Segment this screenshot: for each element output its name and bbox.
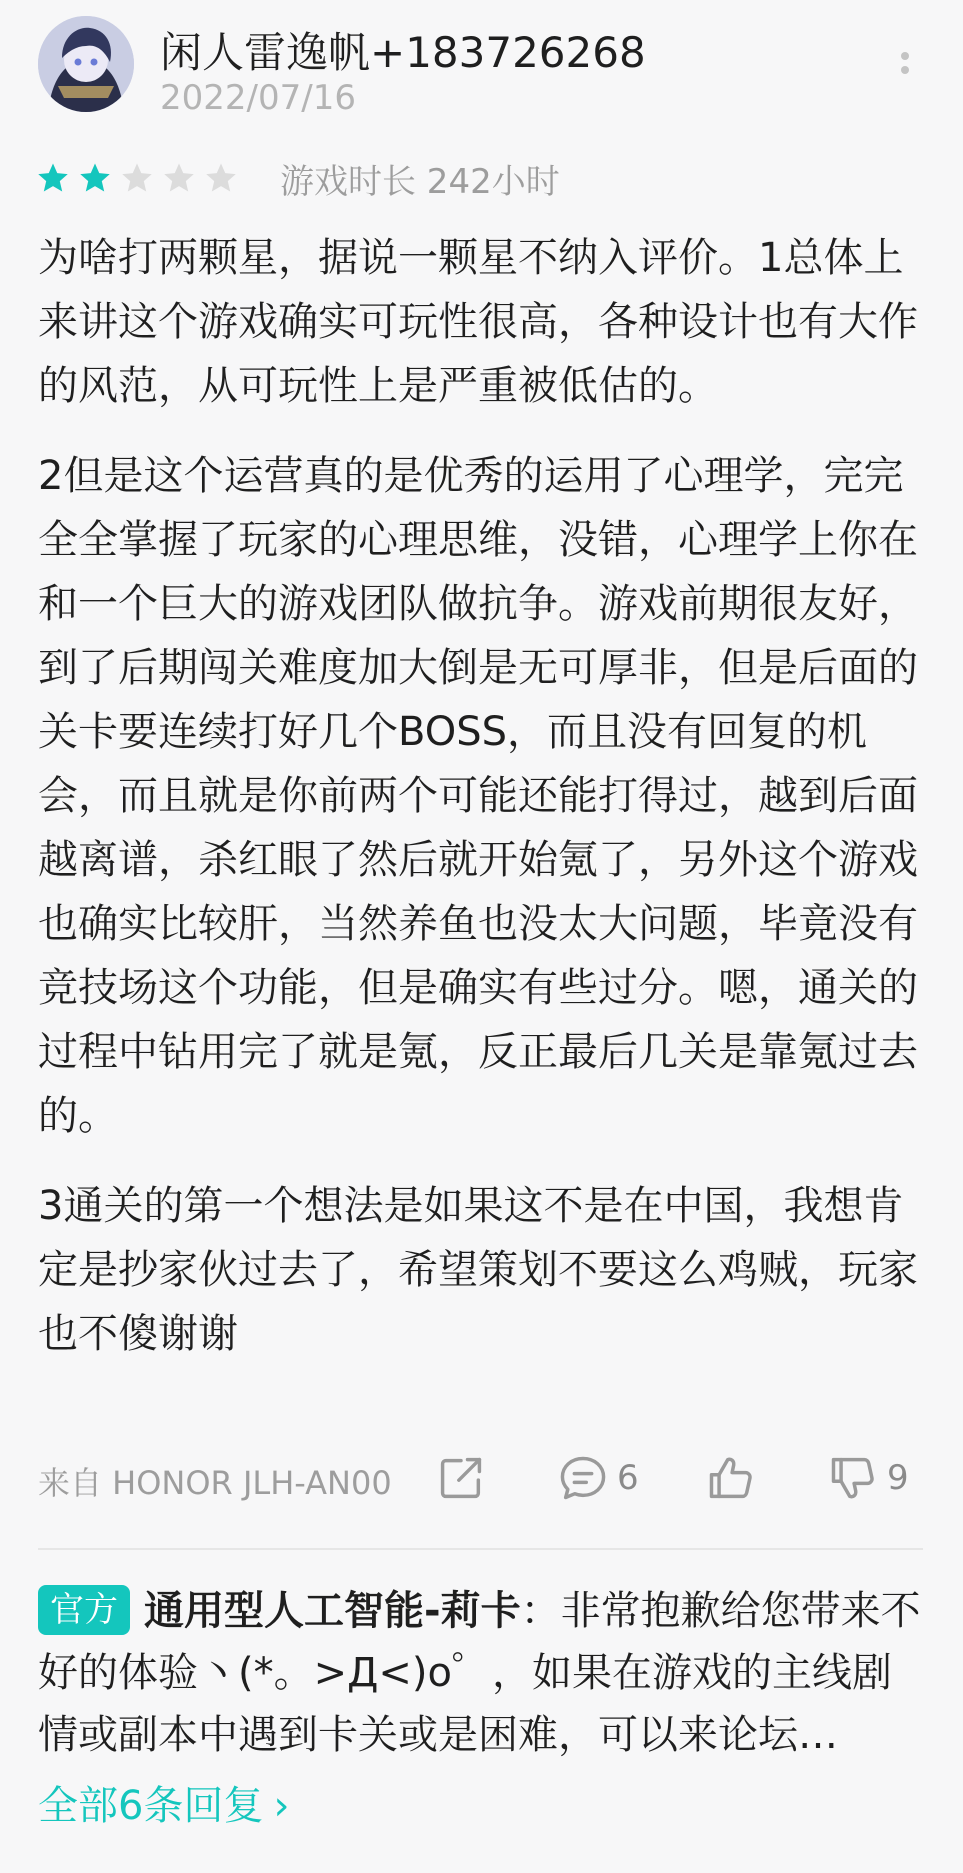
share-button[interactable] [435,1448,487,1508]
review-body [38,226,928,1366]
divider [38,1548,923,1550]
star-icon [36,161,70,195]
comment-button[interactable] [557,1448,639,1508]
username[interactable]: 闲人雷逸帆+183726268 [160,28,646,77]
thumbs-down-icon [827,1452,879,1504]
chevron-right-icon: › [273,1783,290,1829]
avatar[interactable] [38,16,134,112]
reply-text: 非常抱歉给您带来不好的体验丶(*。>Д<)o゜，如果在游戏的主线剧情或副本中遇到卡关或是困难，可以来论坛… [38,1588,921,1758]
review-date: 2022/07/16 [160,78,356,118]
comment-icon [557,1452,609,1504]
star-icon [120,161,154,195]
reply-author[interactable]: 通用型人工智能-莉卡 [144,1588,521,1634]
more-vertical-icon [901,52,909,60]
star-icon [204,161,238,195]
star-icon [78,161,112,195]
official-badge: 官方 [38,1585,130,1635]
comment-count: 6 [617,1458,639,1498]
device-source: 来自 HONOR JLH-AN00 [38,1464,392,1502]
thumbs-up-icon [705,1452,757,1504]
rating-row [36,156,560,200]
like-button[interactable] [705,1448,757,1508]
star-icon [162,161,196,195]
dislike-count: 9 [887,1458,909,1498]
official-reply[interactable] [38,1580,928,1766]
dislike-button[interactable] [827,1448,909,1508]
review-paragraph: 2但是这个运营真的是优秀的运用了心理学，完完全全掌握了玩家的心理思维，没错，心理学上你在和一个巨大的游戏团队做抗争。游戏前期很友好，到了后期闯关难度加大倒是无可厚非，但是后面的关卡要连续打好几个BOSS，而且没有回复的机会，而且就是你前两个可能还能打得过，越到后面越离谱，杀红眼了然后就开始氪了，另外这个游戏也确实比较肝，当然养鱼也没太大问题，毕竟没有竞技场这个功能，但是确实有些过分。嗯，通关的过程中钻用完了就是氪，反正最后几关是靠氪过去的。 [38,453,918,1139]
review-paragraph: 3通关的第一个想法是如果这不是在中国，我想肯定是抄家伙过去了，希望策划不要这么鸡贼，玩家也不傻谢谢 [38,1183,918,1357]
view-all-replies-link[interactable] [38,1774,289,1831]
review-header [38,16,925,116]
playtime: 游戏时长 242小时 [280,161,560,202]
share-icon [435,1452,487,1504]
review-paragraph: 为啥打两颗星，据说一颗星不纳入评价。1总体上来讲这个游戏确实可玩性很高，各种设计也有大作的风范，从可玩性上是严重被低估的。 [38,235,918,409]
reply-separator: ： [520,1588,561,1634]
view-all-label: 全部6条回复 [38,1783,264,1829]
star-rating [36,161,246,195]
review-actions [38,1448,925,1508]
more-options-button[interactable] [885,46,925,102]
